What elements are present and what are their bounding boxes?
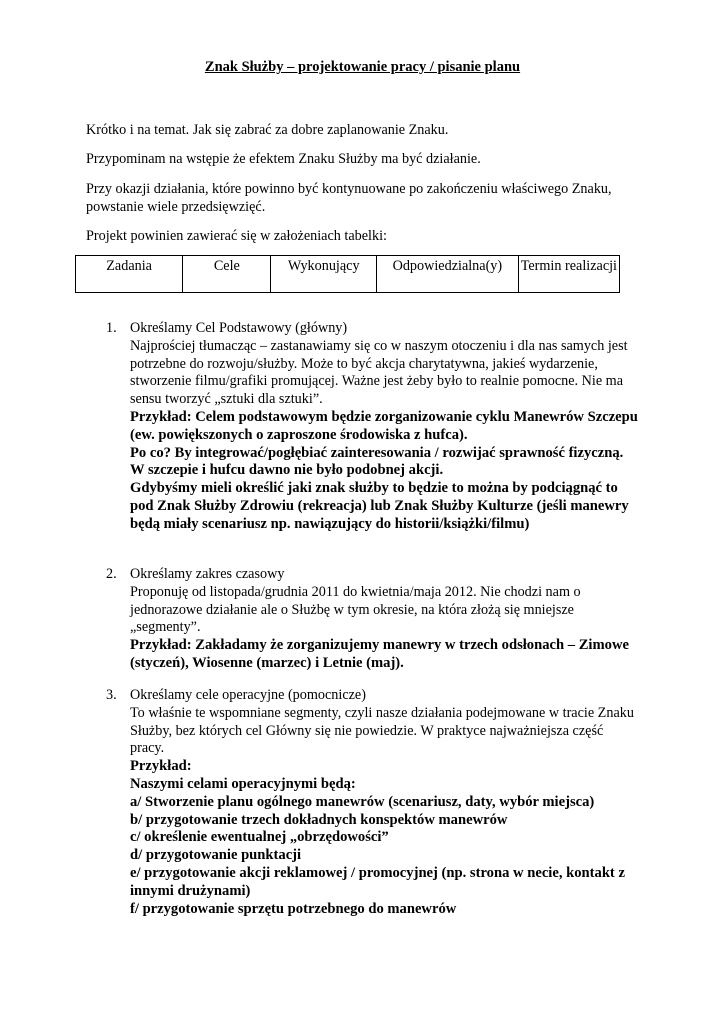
section-example: Przykład: Zakładamy że zorganizujemy manewry w trzech odsłonach – Zimowe (styczeń), Wiosenne (marzec) i Letnie (maj). — [130, 637, 629, 671]
document-title: Znak Służby – projektowanie pracy / pisanie planu — [204, 59, 521, 75]
section-text: To właśnie te wspomniane segmenty, czyli nasze działania podejmowane w tracie Znaku Służby, bez których cel Główny się nie powiedzie. W praktyce najważniejsza część pracy. — [130, 704, 634, 757]
section-example: Po co? By integrować/pogłębiać zainteresowania / rozwijać sprawność fizyczną. W szczepie i hufcu dawno nie było podobnej akcji. — [130, 444, 624, 479]
table-header-cell: Wykonujący — [271, 256, 377, 293]
section-heading: Określamy cele operacyjne (pomocnicze) — [130, 687, 366, 703]
section-heading: Określamy Cel Podstawowy (główny) — [130, 320, 348, 336]
section-number: 2. — [106, 566, 117, 582]
table-header-cell: Termin realizacji — [518, 256, 619, 293]
plan-table — [75, 255, 620, 293]
section-example: Gdybyśmy mieli określić jaki znak służby to będzie to można by podciągnąć to pod Znak Służby Zdrowiu (rekreacja) lub Znak Służby Kulturze (jeśli manewry będą miały scenariusz np. nawiązujący do historii/książki/filmu) — [130, 480, 629, 532]
section-text: Najprościej tłumacząc – zastanawiamy się co w naszym otoczeniu i dla nas samych jest potrzebne do rozwoju/służby. Może to być akcja charytatywna, jakieś wydarzenie, stworzenie filmu/grafiki promującej. Ważne jest żeby było to realnie pomocne. Nie ma sensu tworzyć „sztuki dla sztuki”. — [130, 337, 628, 408]
section-number: 3. — [106, 687, 117, 703]
section-example: a/ Stworzenie planu ogólnego manewrów (scenariusz, daty, wybór miejsca) — [130, 793, 595, 810]
section-example: c/ określenie ewentualnej „obrzędowości” — [130, 829, 389, 846]
section-example: e/ przygotowanie akcji reklamowej / promocyjnej (np. strona w necie, kontakt z innymi drużynami) — [130, 864, 625, 899]
section-example: Przykład: Celem podstawowym będzie zorganizowanie cyklu Manewrów Szczepu (ew. powiększonych o zaproszone środowiska z hufca). — [130, 408, 638, 443]
table-header-cell: Odpowiedzialna(y) — [377, 256, 519, 293]
intro-paragraph: Przy okazji działania, które powinno być kontynuowane po zakończeniu właściwego Znaku, powstanie wiele przedsięwzięć. — [86, 181, 612, 215]
section-example: b/ przygotowanie trzech dokładnych konspektów manewrów — [130, 811, 508, 828]
section-example: Naszymi celami operacyjnymi będą: — [130, 775, 356, 792]
section-example: Przykład: — [130, 758, 192, 775]
section-heading: Określamy zakres czasowy — [130, 566, 285, 582]
section-example: f/ przygotowanie sprzętu potrzebnego do manewrów — [130, 900, 457, 917]
table-header-cell: Zadania — [76, 256, 183, 293]
table-header-row — [76, 256, 620, 293]
intro-paragraph: Krótko i na temat. Jak się zabrać za dobre zaplanowanie Znaku. — [86, 122, 449, 138]
table-header-cell: Cele — [183, 256, 271, 293]
intro-paragraph: Przypominam na wstępie że efektem Znaku Służby ma być działanie. — [86, 151, 481, 167]
section-text: Proponuję od listopada/grudnia 2011 do kwietnia/maja 2012. Nie chodzi nam o jednorazowe działanie ale o Służbę w tym okresie, na która złożą się mniejsze „segmenty”. — [130, 583, 581, 636]
section-example: d/ przygotowanie punktacji — [130, 847, 302, 864]
intro-paragraph: Projekt powinien zawierać się w założeniach tabelki: — [86, 228, 387, 244]
section-number: 1. — [106, 320, 117, 336]
